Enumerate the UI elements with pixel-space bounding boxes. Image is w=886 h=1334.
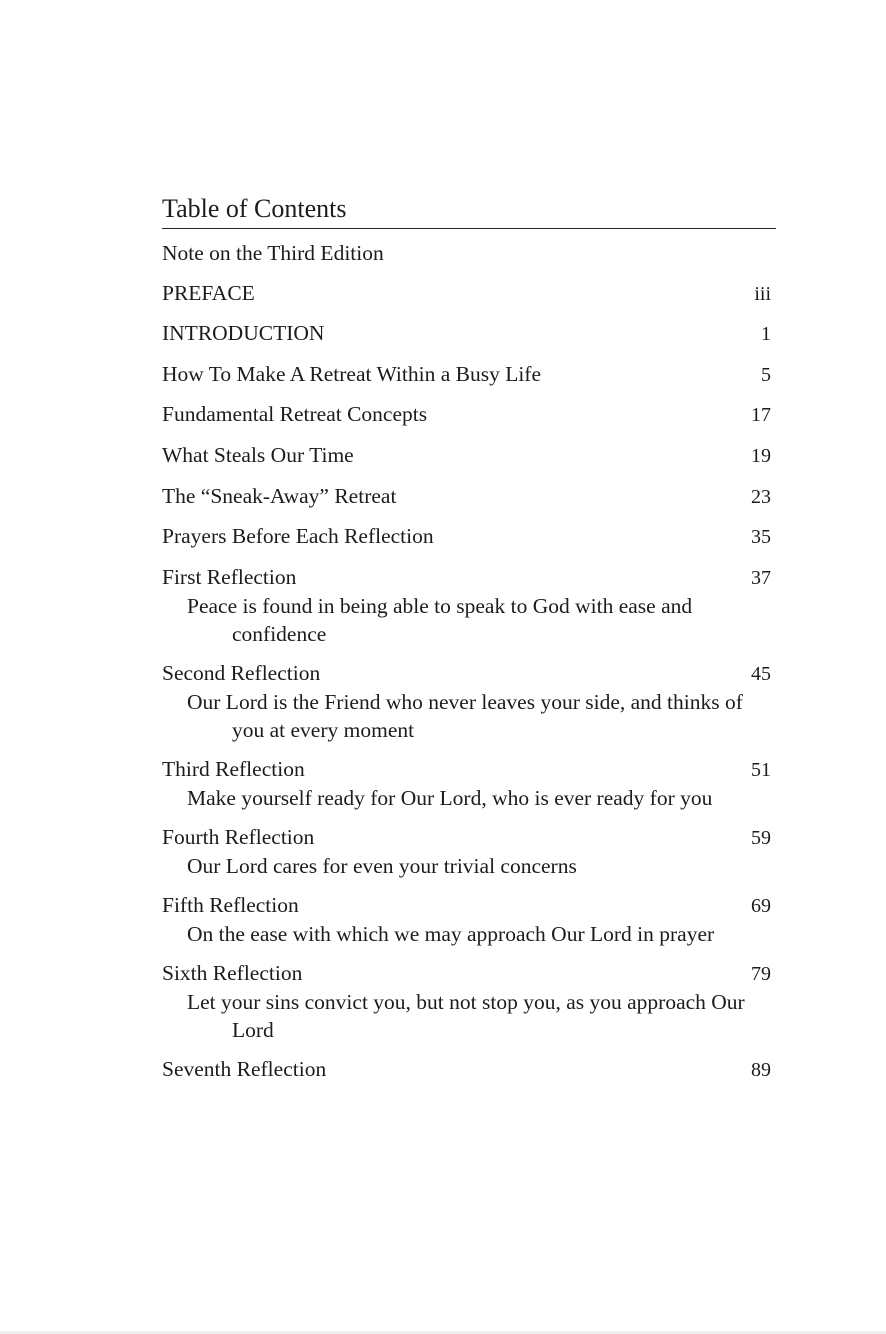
- toc-entry-third-reflection[interactable]: [162, 755, 776, 812]
- toc-entry-page: 17: [751, 404, 771, 427]
- toc-entry-sneak-away-retreat[interactable]: [162, 482, 776, 511]
- toc-entry-introduction[interactable]: [162, 319, 776, 348]
- toc-entry-subtitle: Make yourself ready for Our Lord, who is ever ready for you: [187, 785, 713, 810]
- toc-entry-title: PREFACE: [162, 280, 255, 305]
- toc-entry-page: 51: [751, 758, 771, 781]
- toc-entry-title: Seventh Reflection: [162, 1056, 327, 1081]
- toc-entry-what-steals-time[interactable]: [162, 441, 776, 470]
- toc-entry-title: Third Reflection: [162, 756, 305, 781]
- toc-entry-subtitle: Let your sins convict you, but not stop you, as you approach Our Lord: [187, 989, 745, 1042]
- toc-entry-subtitle: Peace is found in being able to speak to God with ease and confidence: [187, 593, 693, 646]
- toc-entry-title: Prayers Before Each Reflection: [162, 524, 434, 549]
- toc-entry-fourth-reflection[interactable]: [162, 823, 776, 880]
- toc-entry-title: First Reflection: [162, 564, 297, 589]
- toc-entry-title: Fifth Reflection: [162, 892, 299, 917]
- toc-title: Table of Contents: [162, 192, 776, 229]
- toc-entry-page: 45: [751, 662, 771, 685]
- toc-entry-page: 19: [751, 444, 771, 467]
- toc-entry-title: How To Make A Retreat Within a Busy Life: [162, 361, 542, 386]
- toc-entry-page: 69: [751, 894, 771, 917]
- toc-entry-fifth-reflection[interactable]: [162, 891, 776, 948]
- toc-entry-title: What Steals Our Time: [162, 442, 354, 467]
- toc-entry-preface[interactable]: [162, 279, 776, 308]
- toc-entry-title: INTRODUCTION: [162, 321, 325, 346]
- toc-entry-fundamental-concepts[interactable]: [162, 400, 776, 429]
- toc-entry-page: 5: [761, 363, 771, 386]
- toc-entry-subtitle: Our Lord cares for even your trivial concerns: [187, 853, 577, 878]
- toc-entry-note-third-edition[interactable]: [162, 239, 776, 267]
- toc-entry-title: Note on the Third Edition: [162, 241, 384, 265]
- toc-entry-subtitle: Our Lord is the Friend who never leaves your side, and thinks of you at every moment: [187, 689, 743, 742]
- toc-entry-page: 59: [751, 826, 771, 849]
- toc-entry-title: Fourth Reflection: [162, 824, 315, 849]
- toc-entry-how-to-make-retreat[interactable]: [162, 360, 776, 389]
- toc-entry-subtitle: On the ease with which we may approach Our Lord in prayer: [187, 921, 715, 946]
- toc-entry-page: 1: [761, 323, 771, 346]
- toc-entry-title: Second Reflection: [162, 660, 321, 685]
- toc-entry-page: iii: [754, 282, 771, 305]
- table-of-contents: [162, 192, 776, 1084]
- toc-entry-page: 35: [751, 526, 771, 549]
- toc-entry-title: Fundamental Retreat Concepts: [162, 402, 428, 427]
- toc-entry-page: 37: [751, 566, 771, 589]
- toc-entry-page: 79: [751, 962, 771, 985]
- toc-entry-page: 23: [751, 485, 771, 508]
- toc-entry-title: Sixth Reflection: [162, 960, 303, 985]
- toc-entry-second-reflection[interactable]: [162, 659, 776, 744]
- toc-entry-sixth-reflection[interactable]: [162, 959, 776, 1044]
- toc-entry-title: The “Sneak-Away” Retreat: [162, 483, 397, 508]
- toc-entry-seventh-reflection[interactable]: [162, 1055, 776, 1084]
- toc-entry-page: 89: [751, 1058, 771, 1081]
- toc-entries: [162, 239, 776, 1084]
- toc-entry-first-reflection[interactable]: [162, 563, 776, 648]
- toc-entry-prayers-before-reflection[interactable]: [162, 522, 776, 551]
